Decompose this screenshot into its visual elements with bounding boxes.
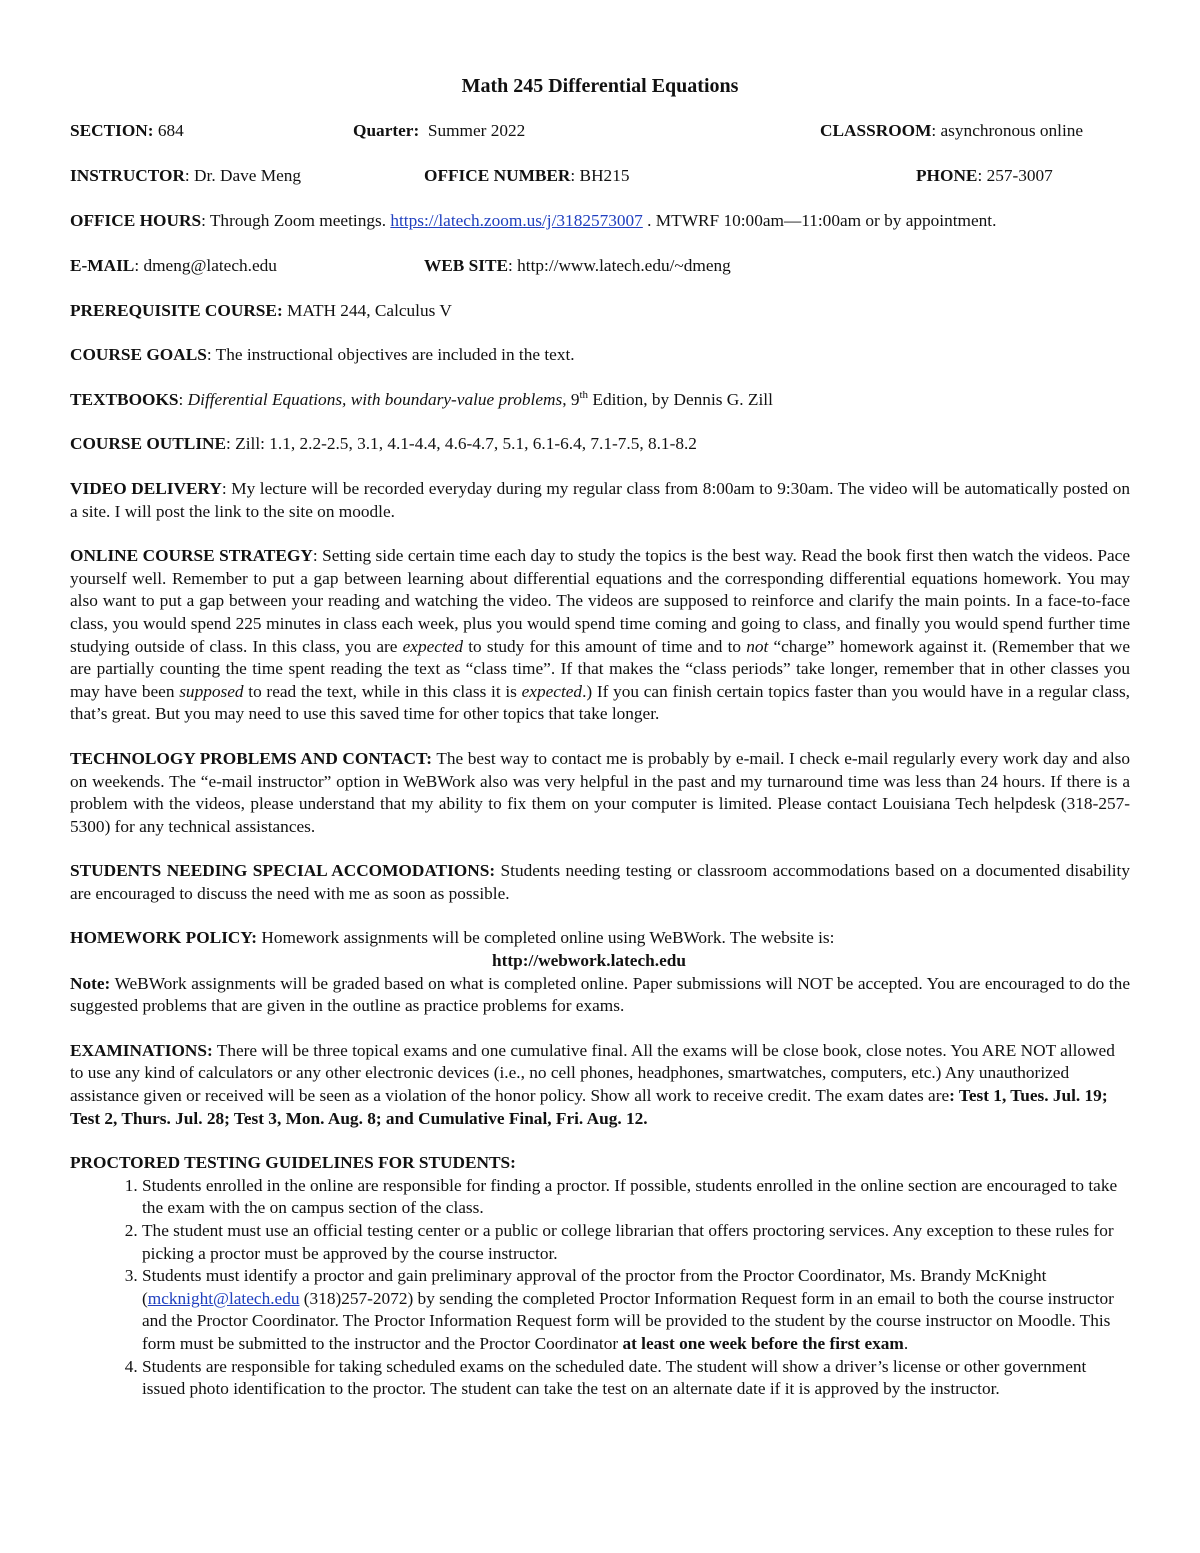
note-label: Note: <box>70 973 111 993</box>
email-value: : dmeng@latech.edu <box>134 255 277 275</box>
strategy-text-2: to study for this amount of time and to <box>463 636 747 656</box>
strategy-label: ONLINE COURSE STRATEGY <box>70 546 313 566</box>
guideline-3-text-a: Students must identify a proctor and gain preliminary approval of the proctor from the Proctor Coordinator, Ms. Brandy McKnight ( <box>142 1266 1047 1308</box>
office-hours-times: . MTWRF 10:00am—11:00am or by appointment. <box>642 211 997 230</box>
guideline-item <box>142 1356 1130 1401</box>
course-outline-value: : Zill: 1.1, 2.2-2.5, 3.1, 4.1-4.4, 4.6-4.7, 5.1, 6.1-6.4, 7.1-7.5, 8.1-8.2 <box>226 434 697 454</box>
textbook-author: Edition, by Dennis G. Zill <box>588 389 773 409</box>
quarter-label: Quarter: <box>353 121 420 140</box>
special-label: STUDENTS NEEDING SPECIAL ACCOMODATIONS: <box>70 861 496 881</box>
prerequisite-value: MATH 244, Calculus V <box>282 300 452 320</box>
technology-text: The best way to contact me is probably by e-mail. I check e-mail regularly every work day and also on weekends. The “e-mail instructor” option in WeBWork also was very helpful in the past and my turnaround time was less than 24 hours. If there is a problem with the videos, please understand that my ability to fix them on your computer is limited. Please contact Louisiana Tech helpdesk (318-257-5300) for any technical assistances. <box>70 748 1130 836</box>
course-goals-label: COURSE GOALS <box>70 345 207 365</box>
guidelines-list <box>70 1175 1130 1401</box>
course-outline <box>70 433 1130 456</box>
strategy-italic-4: expected <box>521 681 583 701</box>
course-outline-label: COURSE OUTLINE <box>70 434 227 454</box>
textbook-edition-sup: th <box>579 389 589 402</box>
webwork-link[interactable]: http://webwork.latech.edu <box>492 951 686 971</box>
guideline-4-text: Students are responsible for taking scheduled exams on the scheduled date. The student will show a driver’s license or other government issued photo identification to the proctor. The student can take the test on an alternate date if it is approved by the instructor. <box>142 1356 1087 1399</box>
webwork-link-row <box>70 950 1130 973</box>
strategy-text-4: to read the text, while in this class it is <box>243 681 522 701</box>
online-course-strategy <box>70 545 1130 726</box>
instructor-label: INSTRUCTOR <box>70 166 185 185</box>
technology-problems <box>70 748 1130 838</box>
website-value: : http://www.latech.edu/~dmeng <box>508 255 731 275</box>
video-delivery-label: VIDEO DELIVERY <box>70 478 222 498</box>
homework-note <box>70 973 1130 1018</box>
guideline-3-deadline: at least one week before the first exam <box>622 1333 904 1353</box>
strategy-text-3: “charge” homework against it. (Remember that we are partially counting the time spent reading the text as “class time”. If that makes the “class periods” take longer, remember that in other classes you may have been <box>70 636 1131 701</box>
email-row <box>70 255 1130 278</box>
proctor-coordinator-email-link[interactable]: mcknight@latech.edu <box>147 1288 300 1308</box>
homework-policy <box>70 927 1130 1017</box>
classroom-label: CLASSROOM <box>820 121 932 140</box>
page-title: Math 245 Differential Equations <box>461 75 739 97</box>
phone-label: PHONE <box>916 166 978 185</box>
guideline-1-text: Students enrolled in the online are responsible for finding a proctor. If possible, students enrolled in the online section are encouraged to take the exam with the on campus section of the class. <box>142 1175 1118 1218</box>
course-goals <box>70 344 1130 367</box>
instructor-row <box>70 165 1130 188</box>
video-delivery <box>70 478 1130 523</box>
guideline-item <box>142 1220 1130 1265</box>
textbooks-label: TEXTBOOKS <box>70 389 179 409</box>
prerequisite <box>70 300 1130 323</box>
textbook-edition: , 9 <box>562 389 580 409</box>
examinations <box>70 1040 1130 1130</box>
office-hours <box>70 210 1130 233</box>
course-goals-value: : The instructional objectives are included in the text. <box>206 345 575 365</box>
section-value: 684 <box>157 121 184 140</box>
homework-label: HOMEWORK POLICY: <box>70 928 258 948</box>
proctored-heading: PROCTORED TESTING GUIDELINES FOR STUDENTS: <box>70 1153 516 1173</box>
guideline-item <box>142 1175 1130 1220</box>
office-hours-label: OFFICE HOURS <box>70 211 202 230</box>
guideline-item <box>142 1265 1130 1355</box>
website-field <box>424 255 731 278</box>
classroom-field <box>820 120 1083 143</box>
special-text: Students needing testing or classroom accommodations based on a documented disability are encouraged to discuss the need with me as soon as possible. <box>70 861 1131 903</box>
examinations-text: There will be three topical exams and one cumulative final. All the exams will be close book, close notes. You ARE NOT allowed to use any kind of calculators or any other electronic devices (i.e., no cell phones, headphones, smartwatches, computers, etc.) Any unauthorized assistance given or received will be seen as a violation of the honor policy. Show all work to receive credit. The exam dates are <box>70 1040 1115 1106</box>
instructor-value: : Dr. Dave Meng <box>184 166 302 185</box>
classroom-value: : asynchronous online <box>931 121 1084 140</box>
office-field <box>424 165 629 188</box>
strategy-text-5: .) If you can finish certain topics faster than you would have in a regular class, that’s great. But you may need to use this saved time for other topics that take longer. <box>70 681 1130 724</box>
special-accommodations <box>70 860 1130 905</box>
section-row <box>70 120 1130 143</box>
section-label: SECTION: <box>70 121 154 140</box>
quarter-value: Summer 2022 <box>427 121 526 140</box>
strategy-italic-1: expected <box>402 636 464 656</box>
homework-text: Homework assignments will be completed online using WeBWork. The website is: <box>257 928 835 948</box>
strategy-italic-3: supposed <box>179 681 244 701</box>
examinations-label: EXAMINATIONS: <box>70 1040 213 1060</box>
guideline-3-text-c: . <box>903 1333 909 1353</box>
office-hours-text: : Through Zoom meetings. <box>201 211 391 230</box>
phone-field <box>916 165 1053 188</box>
guideline-3-text-b: (318)257-2072) by sending the completed Proctor Information Request form in an email to both the course instructor and the Proctor Coordinator. The Proctor Information Request form will be provided to the student by the course instructor on Moodle. This form must be submitted to the instructor and the Proctor Coordinator <box>142 1288 1114 1353</box>
guideline-2-text: The student must use an official testing center or a public or college librarian that offers proctoring services. Any exception to these rules for picking a proctor must be approved by the course instructor. <box>142 1221 1114 1263</box>
video-delivery-text: : My lecture will be recorded everyday during my regular class from 8:00am to 9:30am. The video will be automatically posted on a site. I will post the link to the site on moodle. <box>70 478 1130 521</box>
prerequisite-label: PREREQUISITE COURSE: <box>70 300 283 320</box>
email-field <box>70 255 277 278</box>
note-text: WeBWork assignments will be graded based on what is completed online. Paper submissions will NOT be accepted. You are encouraged to do the suggested problems that are given in the outline as practice problems for exams. <box>70 973 1130 1016</box>
email-label: E-MAIL <box>70 255 135 275</box>
textbook-title: Differential Equations, with boundary-value problems <box>187 389 563 409</box>
section-field <box>70 120 184 143</box>
textbooks <box>70 389 1130 412</box>
textbooks-colon: : <box>178 389 188 409</box>
homework-line <box>70 927 1130 950</box>
phone-value: : 257-3007 <box>977 166 1053 185</box>
strategy-italic-2: not <box>746 636 769 656</box>
technology-label: TECHNOLOGY PROBLEMS AND CONTACT: <box>70 748 433 768</box>
exam-dates: : Test 1, Tues. Jul. 19; Test 2, Thurs. Jul. 28; Test 3, Mon. Aug. 8; and Cumulative Final, Fri. Aug. 12. <box>70 1086 1108 1128</box>
instructor-field <box>70 165 301 188</box>
proctored-guidelines <box>70 1152 1130 1401</box>
office-label: OFFICE NUMBER <box>424 166 571 185</box>
zoom-link[interactable]: https://latech.zoom.us/j/3182573007 <box>390 211 643 230</box>
website-label: WEB SITE <box>424 255 509 275</box>
strategy-text-1: : Setting side certain time each day to study the topics is the best way. Read the book first then watch the videos. Pace yourself well. Remember to put a gap between learning about differential equations and the corresponding differential equations homework. You may also want to put a gap between your reading and watching the video. The videos are supposed to reinforce and clarify the main points. In a face-to-face class, you would spend 225 minutes in class each week, plus you would spend time coming and going to class, and finally you would spend further time studying outside of class. In this class, you are <box>70 546 1130 656</box>
office-value: : BH215 <box>570 166 630 185</box>
quarter-field <box>353 120 525 143</box>
